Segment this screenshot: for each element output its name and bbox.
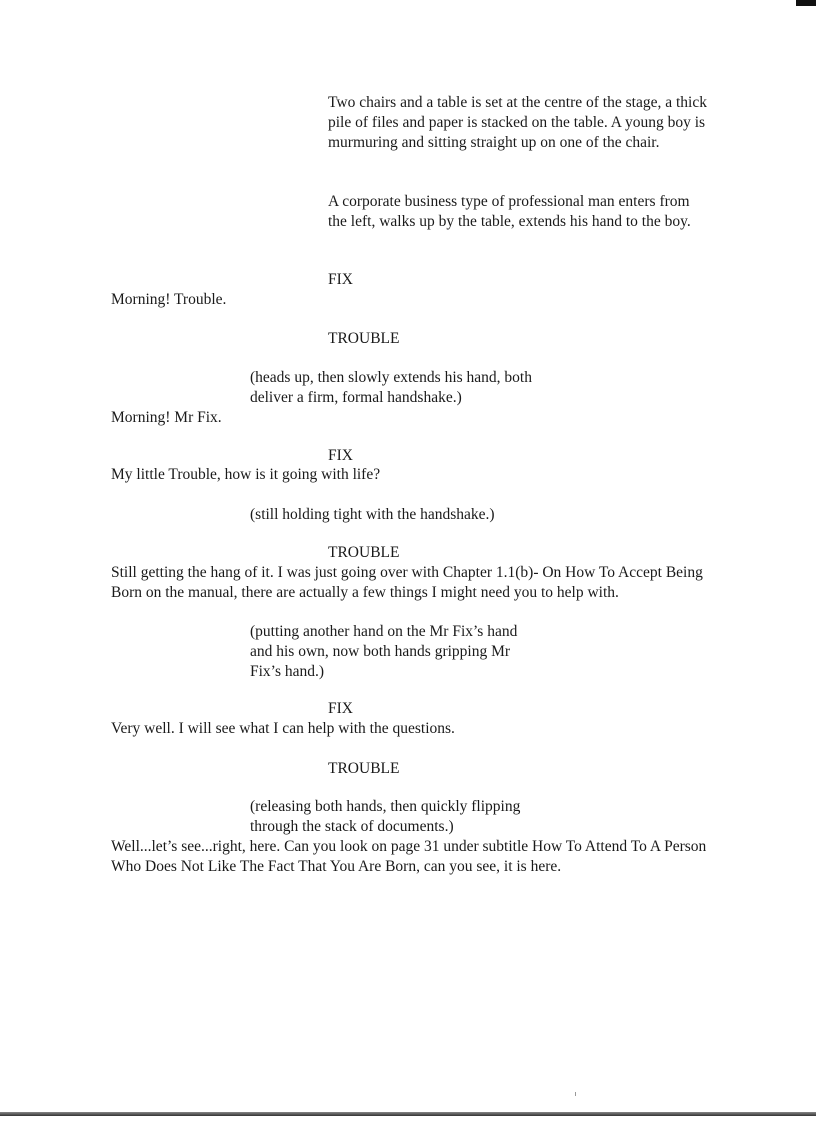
dialogue-line: Still getting the hang of it. I was just going over with Chapter 1.1(b)- On How To Accept Being Born on the manual, there are actually a few things I might need you to help with. bbox=[111, 564, 703, 601]
stage-direction-entrance: A corporate business type of professional man enters from the left, walks up by the table, extends his hand to the boy. bbox=[328, 193, 691, 230]
scan-bottom-edge bbox=[0, 1112, 816, 1116]
character-name-trouble: TROUBLE bbox=[328, 330, 400, 347]
parenthetical: (releasing both hands, then quickly flipping through the stack of documents.) bbox=[250, 798, 521, 835]
dialogue-line: Very well. I will see what I can help with the questions. bbox=[111, 720, 455, 737]
scan-corner-mark bbox=[796, 0, 816, 6]
character-name-fix: FIX bbox=[328, 700, 353, 717]
dialogue-line: Morning! Trouble. bbox=[111, 291, 227, 308]
dialogue-line: Morning! Mr Fix. bbox=[111, 409, 222, 426]
character-name-fix: FIX bbox=[328, 447, 353, 464]
dialogue-line: Well...let’s see...right, here. Can you look on page 31 under subtitle How To Attend To A Person Who Does Not Like The Fact That You Are Born, can you see, it is here. bbox=[111, 838, 707, 875]
character-name-trouble: TROUBLE bbox=[328, 760, 400, 777]
parenthetical: (heads up, then slowly extends his hand, both deliver a firm, formal handshake.) bbox=[250, 369, 532, 406]
parenthetical: (putting another hand on the Mr Fix’s hand and his own, now both hands gripping Mr Fix’s hand.) bbox=[250, 623, 518, 680]
character-name-fix: FIX bbox=[328, 271, 353, 288]
stage-direction-opening: Two chairs and a table is set at the centre of the stage, a thick pile of files and paper is stacked on the table. A young boy is murmuring and sitting straight up on one of the chair. bbox=[328, 94, 707, 151]
parenthetical: (still holding tight with the handshake.) bbox=[250, 506, 495, 523]
character-name-trouble: TROUBLE bbox=[328, 544, 400, 561]
scan-speck bbox=[575, 1092, 576, 1096]
dialogue-line: My little Trouble, how is it going with life? bbox=[111, 466, 381, 483]
